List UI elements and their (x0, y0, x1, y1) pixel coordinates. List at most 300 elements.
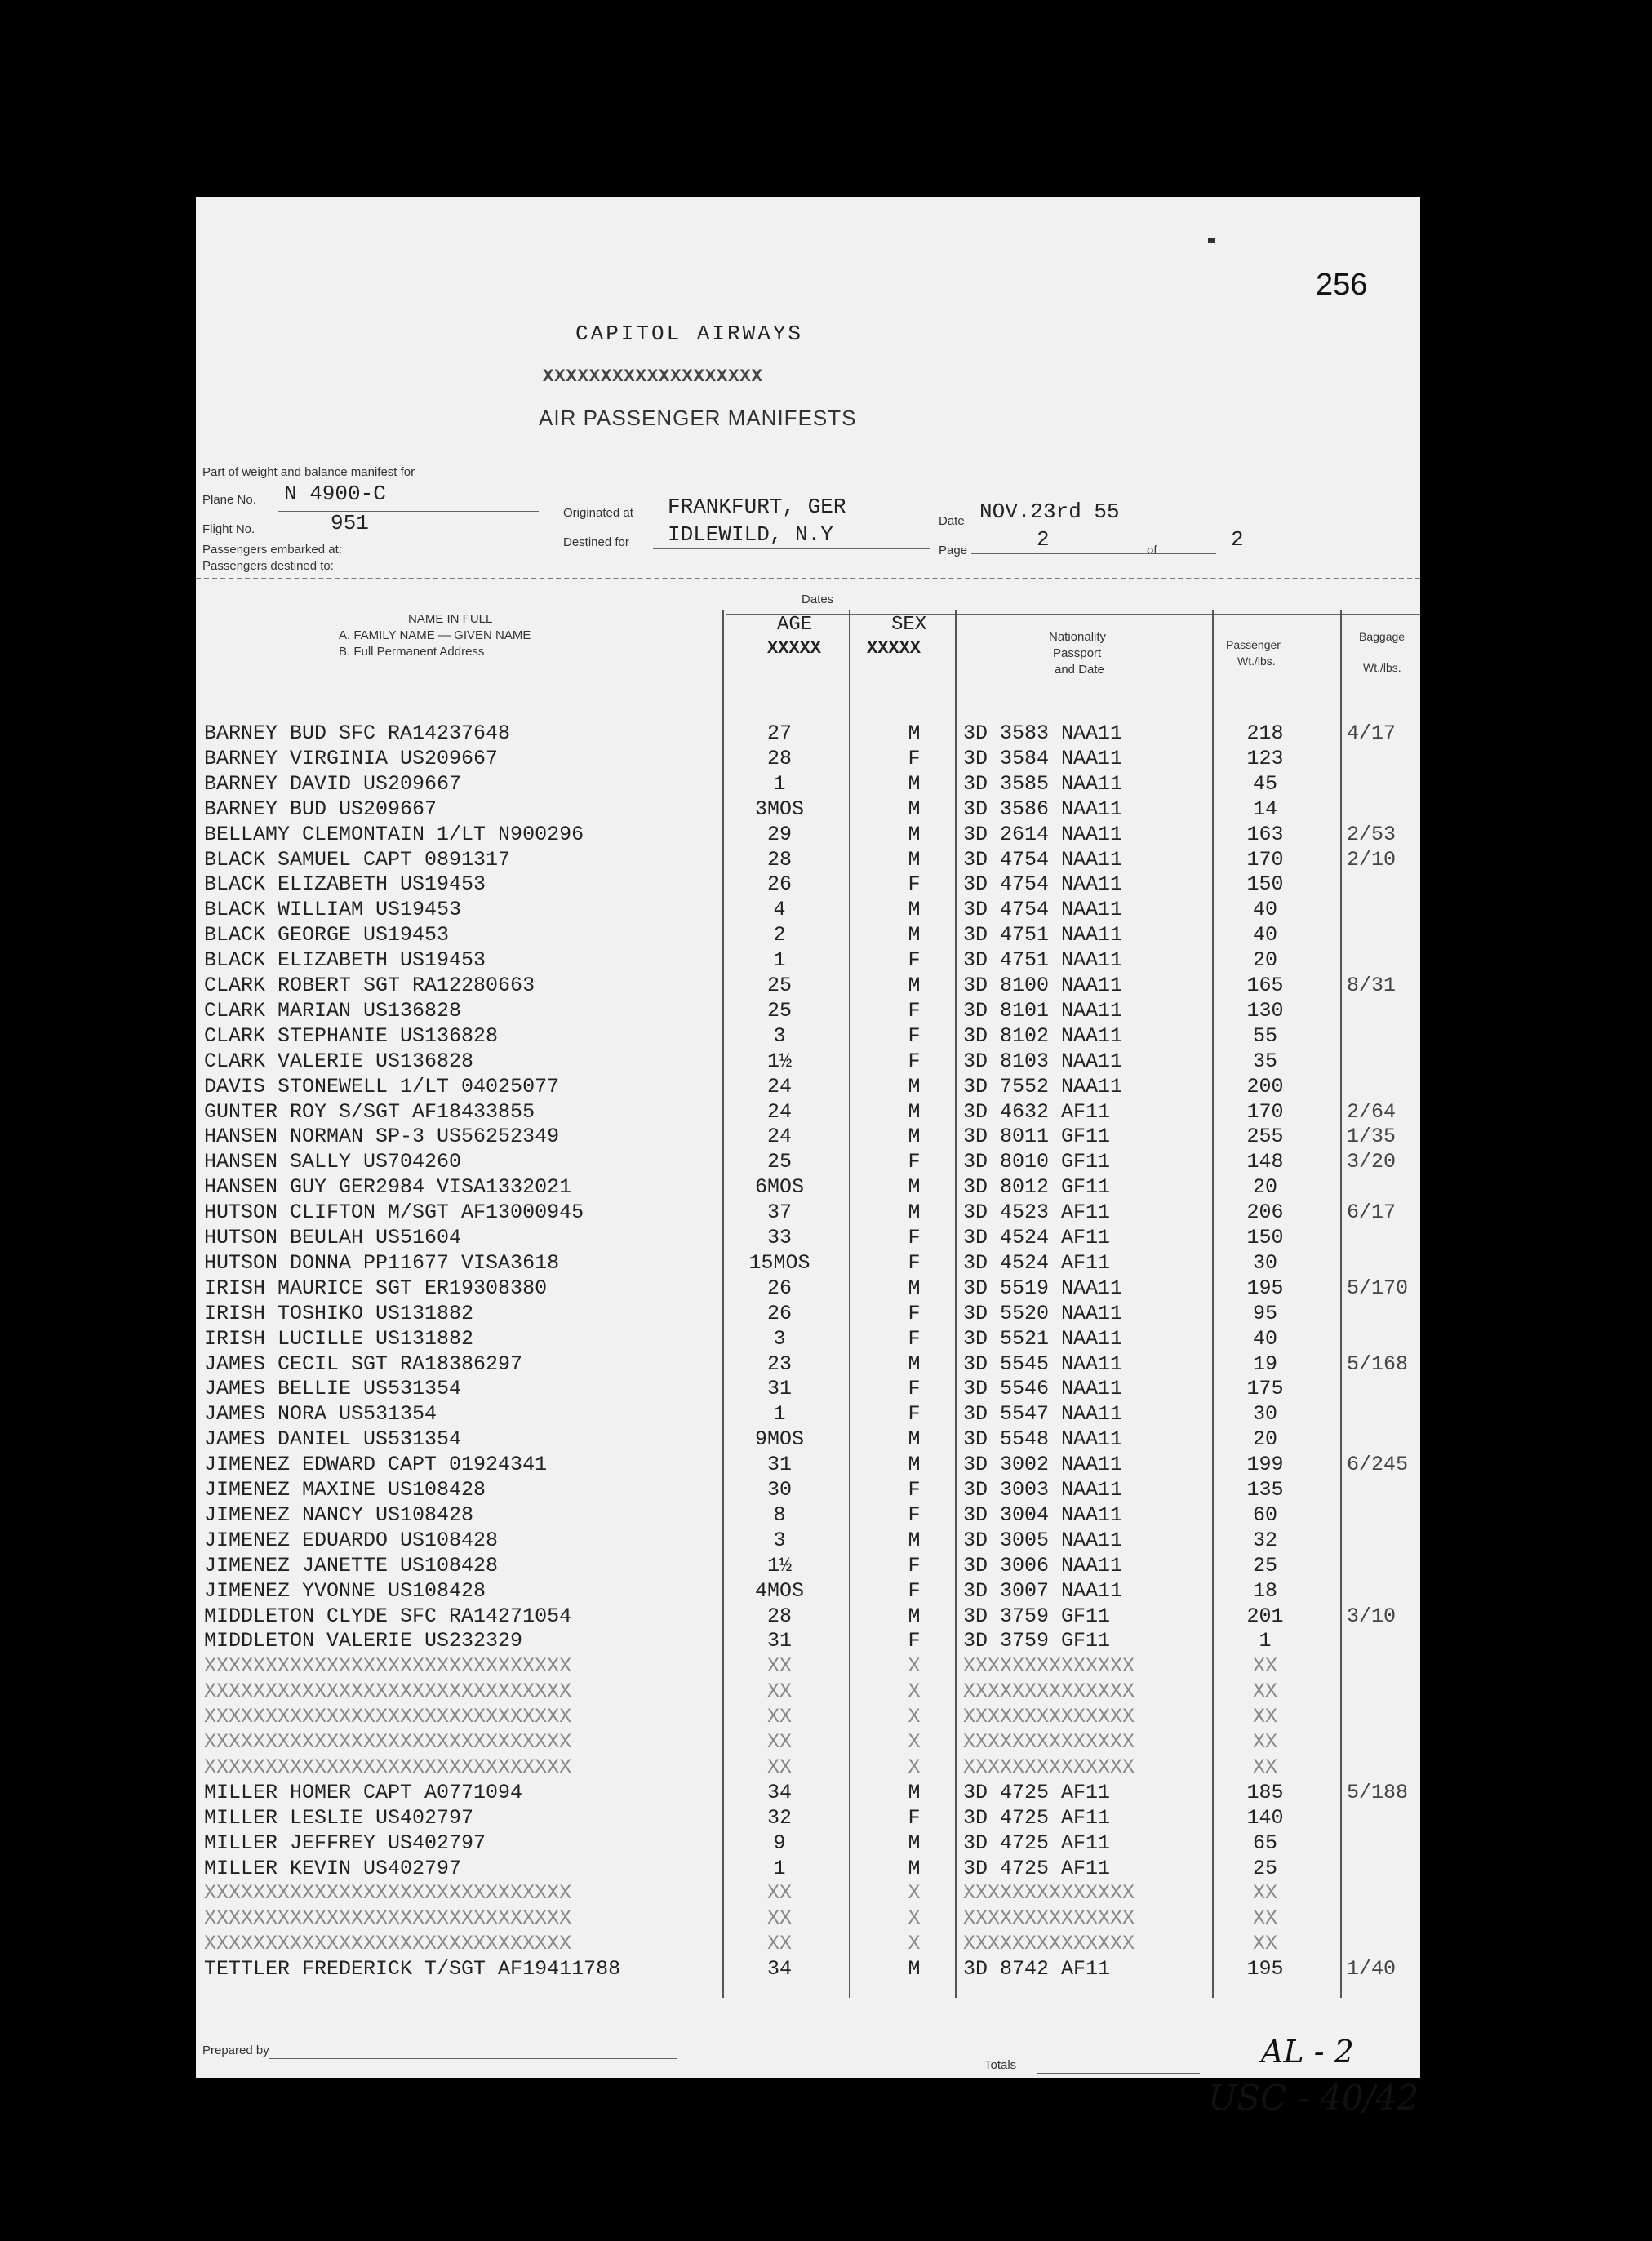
passenger-sex: F (908, 1578, 921, 1603)
originated-label: Originated at (563, 506, 633, 520)
passenger-row (204, 1730, 1412, 1755)
passenger-sex: F (908, 746, 921, 770)
passenger-passport: 3D 3585 NAA11 (963, 771, 1123, 796)
prepared-label: Prepared by (202, 2044, 269, 2057)
passenger-age: 1½ (766, 1553, 792, 1578)
passenger-sex: X (908, 1654, 921, 1679)
passenger-weight: 150 (1246, 1226, 1284, 1249)
passenger-passport: 3D 3003 NAA11 (963, 1478, 1123, 1502)
passenger-age: 1½ (766, 1049, 792, 1073)
passenger-row (204, 1755, 1412, 1781)
passenger-row (204, 797, 1412, 823)
passenger-sex: M (908, 1200, 921, 1225)
passenger-sex: F (908, 1502, 921, 1527)
passenger-weight: 65 (1252, 1831, 1277, 1855)
passenger-passport: 3D 3586 NAA11 (963, 797, 1123, 821)
passenger-weight: 40 (1252, 898, 1277, 922)
passenger-passport: 3D 4725 AF11 (963, 1856, 1111, 1880)
embarked-label: Passengers embarked at: (202, 543, 342, 557)
and-date-label: and Date (1055, 663, 1104, 677)
origin-city: FRANKFURT, GER (668, 495, 846, 519)
passenger-sex: F (908, 948, 921, 973)
passenger-sex: X (908, 1705, 921, 1729)
passenger-passport: XXXXXXXXXXXXXX (963, 1705, 1135, 1729)
passenger-name: HANSEN NORMAN SP-3 US56252349 (204, 1125, 560, 1149)
passenger-weight: 1 (1259, 1629, 1272, 1653)
passenger-name: JAMES CECIL SGT RA18386297 (204, 1351, 523, 1376)
passenger-weight: 150 (1246, 872, 1284, 897)
passenger-weight-label: Passenger (1226, 638, 1281, 651)
passenger-sex: F (908, 1049, 921, 1073)
passenger-row (204, 1806, 1412, 1831)
passenger-name: BARNEY BUD US209667 (204, 797, 437, 821)
passenger-row (204, 1427, 1412, 1453)
passport-label: Passport (1053, 646, 1102, 660)
airline-name: CAPITOL AIRWAYS (575, 322, 804, 346)
passenger-passport: 3D 8103 NAA11 (963, 1049, 1123, 1073)
passenger-row (204, 1781, 1412, 1806)
name-column-title: NAME IN FULL (408, 612, 493, 626)
passenger-weight: 30 (1252, 1402, 1277, 1427)
passenger-passport: XXXXXXXXXXXXXX (963, 1755, 1135, 1779)
passenger-passport: XXXXXXXXXXXXXX (963, 1654, 1135, 1679)
passenger-age: 32 (766, 1805, 792, 1830)
page-label: Page (939, 544, 968, 557)
passenger-passport: 3D 3007 NAA11 (963, 1578, 1123, 1603)
passenger-passport: 3D 8012 GF11 (963, 1175, 1111, 1200)
passenger-row (204, 1200, 1412, 1226)
passenger-row (204, 1579, 1412, 1604)
passenger-passport: 3D 2614 NAA11 (963, 822, 1123, 846)
flight-label: Flight No. (202, 522, 255, 536)
passenger-weight: 55 (1252, 1023, 1277, 1048)
passenger-sex: F (908, 1250, 921, 1275)
passenger-name: HUTSON CLIFTON M/SGT AF13000945 (204, 1200, 584, 1225)
passenger-name: XXXXXXXXXXXXXXXXXXXXXXXXXXXXXX (204, 1881, 572, 1906)
passenger-name: JAMES BELLIE US531354 (204, 1377, 462, 1401)
manifest-page (196, 197, 1420, 2118)
passenger-name: JIMENEZ NANCY US108428 (204, 1502, 474, 1527)
passenger-row (204, 1680, 1412, 1705)
passenger-passport: 3D 4524 AF11 (963, 1226, 1111, 1249)
passenger-name: XXXXXXXXXXXXXXXXXXXXXXXXXXXXXX (204, 1932, 572, 1956)
baggage-note: 6/245 (1347, 1453, 1409, 1477)
passenger-sex: M (908, 923, 921, 947)
passenger-age: XX (766, 1881, 792, 1906)
passenger-row (204, 1881, 1412, 1906)
passenger-row (204, 948, 1412, 974)
passenger-name: XXXXXXXXXXXXXXXXXXXXXXXXXXXXXX (204, 1755, 572, 1779)
passenger-name: XXXXXXXXXXXXXXXXXXXXXXXXXXXXXX (204, 1680, 572, 1704)
name-column-sub-a: A. FAMILY NAME — GIVEN NAME (339, 628, 531, 642)
passenger-sex: F (908, 1377, 921, 1401)
passenger-row (204, 1831, 1412, 1857)
baggage-note: 5/188 (1347, 1780, 1409, 1804)
passenger-sex: F (908, 1301, 921, 1325)
passenger-name: MILLER KEVIN US402797 (204, 1856, 462, 1880)
passenger-row (204, 974, 1412, 999)
passenger-row (204, 1932, 1412, 1957)
passenger-weight: 40 (1252, 1326, 1277, 1351)
passenger-sex: M (908, 1957, 921, 1981)
passenger-passport: 3D 4751 NAA11 (963, 948, 1123, 973)
passenger-row (204, 1150, 1412, 1175)
passenger-passport: XXXXXXXXXXXXXX (963, 1932, 1135, 1956)
passenger-weight: 135 (1246, 1478, 1284, 1502)
passenger-weight: 170 (1246, 847, 1284, 872)
passenger-sex: X (908, 1680, 921, 1704)
passenger-age: 2 (773, 923, 786, 947)
passenger-passport: 3D 8101 NAA11 (963, 998, 1123, 1023)
passenger-sex: M (908, 822, 921, 846)
passenger-age: 8 (773, 1502, 786, 1527)
passenger-weight: XX (1252, 1680, 1277, 1704)
passenger-sex: X (908, 1932, 921, 1956)
passenger-sex: M (908, 1125, 921, 1149)
passenger-name: XXXXXXXXXXXXXXXXXXXXXXXXXXXXXX (204, 1654, 572, 1679)
passenger-weight: 163 (1246, 822, 1284, 846)
passenger-weight: XX (1252, 1906, 1277, 1931)
passenger-weight: 35 (1252, 1049, 1277, 1073)
corner-mark (1208, 238, 1215, 243)
passenger-name: BLACK WILLIAM US19453 (204, 898, 462, 922)
passenger-row (204, 923, 1412, 948)
passenger-name: TETTLER FREDERICK T/SGT AF19411788 (204, 1957, 621, 1981)
destined-label: Destined for (563, 535, 629, 549)
passenger-name: JIMENEZ EDWARD CAPT 01924341 (204, 1453, 548, 1477)
passenger-name: BLACK SAMUEL CAPT 0891317 (204, 847, 511, 872)
passenger-weight: 20 (1252, 1427, 1277, 1452)
passenger-passport: XXXXXXXXXXXXXX (963, 1680, 1135, 1704)
passenger-weight: 18 (1252, 1578, 1277, 1603)
passenger-sex: F (908, 1326, 921, 1351)
passenger-passport: 3D 4725 AF11 (963, 1780, 1111, 1804)
passenger-name: HANSEN SALLY US704260 (204, 1150, 462, 1174)
passenger-row (204, 1276, 1412, 1302)
passenger-row (204, 1024, 1412, 1049)
passenger-age: 28 (766, 746, 792, 770)
passenger-name: XXXXXXXXXXXXXXXXXXXXXXXXXXXXXX (204, 1730, 572, 1754)
passenger-sex: F (908, 998, 921, 1023)
passenger-sex: M (908, 1427, 921, 1452)
passenger-passport: 3D 3584 NAA11 (963, 746, 1123, 770)
passenger-age: 1 (773, 1402, 786, 1427)
passenger-name: BARNEY BUD SFC RA14237648 (204, 721, 511, 745)
passenger-age: XX (766, 1705, 792, 1729)
passenger-passport: 3D 5546 NAA11 (963, 1377, 1123, 1401)
passenger-age: 3MOS (754, 797, 804, 821)
passenger-sex: F (908, 1629, 921, 1653)
baggage-note: 5/170 (1347, 1276, 1409, 1300)
passenger-row (204, 721, 1412, 747)
baggage-note: 3/10 (1347, 1604, 1397, 1628)
passenger-passport: 3D 4523 AF11 (963, 1200, 1111, 1225)
passenger-passport: 3D 4632 AF11 (963, 1099, 1111, 1124)
destined-to-label: Passengers destined to: (202, 559, 334, 573)
baggage-note: 2/53 (1347, 822, 1397, 846)
passenger-row (204, 1251, 1412, 1276)
passenger-age: 23 (766, 1351, 792, 1376)
passenger-sex: M (908, 1351, 921, 1376)
passenger-weight: 165 (1246, 974, 1284, 997)
passenger-weight: 32 (1252, 1528, 1277, 1552)
passenger-passport: 3D 8011 GF11 (963, 1125, 1111, 1149)
passenger-sex: M (908, 974, 921, 997)
passenger-passport: XXXXXXXXXXXXXX (963, 1906, 1135, 1931)
passenger-weight: 19 (1252, 1351, 1277, 1376)
passenger-weight: 20 (1252, 1175, 1277, 1200)
passenger-name: GUNTER ROY S/SGT AF18433855 (204, 1099, 535, 1124)
passenger-weight: XX (1252, 1730, 1277, 1754)
passenger-sex: M (908, 1528, 921, 1552)
passenger-row (204, 1503, 1412, 1529)
passenger-name: BARNEY DAVID US209667 (204, 771, 462, 796)
passenger-age: 34 (766, 1957, 792, 1981)
passenger-row (204, 747, 1412, 772)
passenger-row (204, 872, 1412, 898)
passenger-weight: 255 (1246, 1125, 1284, 1149)
passenger-age: 9MOS (754, 1427, 804, 1452)
passenger-age: 37 (766, 1200, 792, 1225)
passenger-sex: X (908, 1881, 921, 1906)
passenger-row (204, 1049, 1412, 1075)
passenger-age: 1 (773, 771, 786, 796)
passenger-age: 24 (766, 1099, 792, 1124)
passenger-passport: 3D 7552 NAA11 (963, 1074, 1123, 1098)
passenger-sex: M (908, 797, 921, 821)
passenger-name: JIMENEZ MAXINE US108428 (204, 1478, 486, 1502)
passenger-age: XX (766, 1906, 792, 1931)
passenger-row (204, 1705, 1412, 1730)
passenger-name: HUTSON DONNA PP11677 VISA3618 (204, 1250, 560, 1275)
passenger-age: 3 (773, 1326, 786, 1351)
passenger-passport: 3D 8010 GF11 (963, 1150, 1111, 1174)
passenger-age: 28 (766, 1604, 792, 1628)
passenger-name: IRISH LUCILLE US131882 (204, 1326, 474, 1351)
age-column-struck: XXXXX (767, 638, 822, 659)
plane-number: N 4900-C (284, 481, 386, 506)
baggage-weight-unit: Wt./lbs. (1363, 661, 1401, 674)
passenger-weight: 200 (1246, 1074, 1284, 1098)
passenger-passport: 3D 5547 NAA11 (963, 1402, 1123, 1427)
passenger-row (204, 1125, 1412, 1150)
passenger-passport: 3D 4754 NAA11 (963, 872, 1123, 897)
passenger-name: MILLER HOMER CAPT A0771094 (204, 1780, 523, 1804)
passenger-sex: F (908, 1150, 921, 1174)
passenger-age: 26 (766, 1276, 792, 1300)
passenger-age: 25 (766, 1150, 792, 1174)
passenger-name: JAMES DANIEL US531354 (204, 1427, 462, 1452)
passenger-row (204, 1906, 1412, 1932)
passenger-weight: 148 (1246, 1150, 1284, 1174)
passenger-passport: 3D 3004 NAA11 (963, 1502, 1123, 1527)
passenger-weight: 195 (1246, 1957, 1284, 1981)
passenger-age: XX (766, 1755, 792, 1779)
passenger-sex: F (908, 1023, 921, 1048)
nationality-label: Nationality (1049, 630, 1107, 644)
passenger-age: XX (766, 1680, 792, 1704)
passenger-row (204, 1100, 1412, 1125)
passenger-age: XX (766, 1654, 792, 1679)
passenger-sex: M (908, 1604, 921, 1628)
passenger-name: MIDDLETON VALERIE US232329 (204, 1629, 523, 1653)
baggage-note: 2/10 (1347, 847, 1397, 872)
passenger-name: IRISH TOSHIKO US131882 (204, 1301, 474, 1325)
passenger-age: 9 (773, 1831, 786, 1855)
passenger-age: 29 (766, 822, 792, 846)
passenger-name: DAVIS STONEWELL 1/LT 04025077 (204, 1074, 560, 1098)
passenger-weight: 185 (1246, 1780, 1284, 1804)
passenger-row (204, 772, 1412, 797)
passenger-passport: 3D 5520 NAA11 (963, 1301, 1123, 1325)
name-column-sub-b: B. Full Permanent Address (339, 645, 485, 659)
passenger-weight: 95 (1252, 1301, 1277, 1325)
baggage-note: 2/64 (1347, 1099, 1397, 1124)
passenger-age: 3 (773, 1528, 786, 1552)
passenger-row (204, 1478, 1412, 1503)
passenger-weight: 170 (1246, 1099, 1284, 1124)
passenger-row (204, 1957, 1412, 1982)
passenger-row (204, 1857, 1412, 1882)
passenger-age: 30 (766, 1478, 792, 1502)
passenger-passport: 3D 5521 NAA11 (963, 1326, 1123, 1351)
passenger-passport: 3D 3002 NAA11 (963, 1453, 1123, 1477)
sex-column-title: SEX (891, 614, 927, 636)
passenger-passport: 3D 3583 NAA11 (963, 721, 1123, 745)
passenger-age: 26 (766, 872, 792, 897)
passenger-name: BLACK ELIZABETH US19453 (204, 872, 486, 897)
passenger-age: 28 (766, 847, 792, 872)
passenger-row (204, 1075, 1412, 1100)
passenger-row (204, 1554, 1412, 1579)
page-total: 2 (1231, 527, 1244, 552)
passenger-name: XXXXXXXXXXXXXXXXXXXXXXXXXXXXXX (204, 1906, 572, 1931)
age-column-title: AGE (777, 614, 813, 636)
passenger-passport: XXXXXXXXXXXXXX (963, 1881, 1135, 1906)
passenger-name: CLARK STEPHANIE US136828 (204, 1023, 499, 1048)
passenger-row (204, 1529, 1412, 1554)
passenger-weight: 30 (1252, 1250, 1277, 1275)
passenger-sex: M (908, 847, 921, 872)
passenger-sex: M (908, 1099, 921, 1124)
baggage-note: 6/17 (1347, 1200, 1397, 1225)
passenger-name: CLARK VALERIE US136828 (204, 1049, 474, 1073)
passenger-passport: 3D 3759 GF11 (963, 1629, 1111, 1653)
passenger-passport: 3D 4524 AF11 (963, 1250, 1111, 1275)
passenger-sex: X (908, 1755, 921, 1779)
passenger-age: 31 (766, 1453, 792, 1477)
passenger-name: BELLAMY CLEMONTAIN 1/LT N900296 (204, 822, 584, 846)
of-label: of (1147, 544, 1157, 557)
passenger-weight: 14 (1252, 797, 1277, 821)
passenger-age: 6MOS (754, 1175, 804, 1200)
passenger-age: 27 (766, 721, 792, 745)
passenger-weight: 175 (1246, 1377, 1284, 1401)
passenger-name: JIMENEZ EDUARDO US108428 (204, 1528, 499, 1552)
baggage-note: 1/35 (1347, 1125, 1397, 1149)
passenger-row (204, 1302, 1412, 1327)
passenger-weight: 25 (1252, 1856, 1277, 1880)
passenger-sex: M (908, 1453, 921, 1477)
passenger-sex: F (908, 1226, 921, 1249)
baggage-note: 1/40 (1347, 1957, 1397, 1981)
passenger-age: 1 (773, 948, 786, 973)
baggage-note: 3/20 (1347, 1150, 1397, 1174)
passenger-age: 15MOS (748, 1250, 810, 1275)
passenger-age: XX (766, 1730, 792, 1754)
passenger-name: MILLER JEFFREY US402797 (204, 1831, 486, 1855)
passenger-weight: XX (1252, 1932, 1277, 1956)
baggage-weight-label: Baggage (1359, 630, 1406, 643)
passenger-name: JAMES NORA US531354 (204, 1402, 437, 1427)
passenger-weight: 40 (1252, 923, 1277, 947)
date-label: Date (939, 514, 965, 528)
passenger-age: 31 (766, 1629, 792, 1653)
part-label: Part of weight and balance manifest for (202, 465, 415, 479)
passenger-weight: 201 (1246, 1604, 1284, 1628)
passenger-sex: F (908, 1478, 921, 1502)
passenger-name: IRISH MAURICE SGT ER19308380 (204, 1276, 548, 1300)
passenger-row (204, 1226, 1412, 1251)
passenger-passport: 3D 3006 NAA11 (963, 1553, 1123, 1578)
passenger-weight: 25 (1252, 1553, 1277, 1578)
passenger-age: 24 (766, 1125, 792, 1149)
passenger-age: 4 (773, 898, 786, 922)
passenger-sex: F (908, 1553, 921, 1578)
passenger-name: CLARK ROBERT SGT RA12280663 (204, 974, 535, 997)
form-title: AIR PASSENGER MANIFESTS (539, 406, 857, 430)
passenger-sex: M (908, 1074, 921, 1098)
passenger-name: BARNEY VIRGINIA US209667 (204, 746, 499, 770)
sex-column-struck: XXXXX (867, 638, 921, 659)
passenger-row (204, 1654, 1412, 1680)
passenger-sex: X (908, 1730, 921, 1754)
passenger-row (204, 898, 1412, 923)
passenger-row (204, 848, 1412, 873)
passenger-sex: M (908, 1276, 921, 1300)
passenger-passport: XXXXXXXXXXXXXX (963, 1730, 1135, 1754)
page-number: 256 (1316, 268, 1368, 302)
passenger-age: 1 (773, 1856, 786, 1880)
passenger-name: JIMENEZ JANETTE US108428 (204, 1553, 499, 1578)
passenger-weight: 60 (1252, 1502, 1277, 1527)
passenger-age: 33 (766, 1226, 792, 1249)
passenger-weight: XX (1252, 1881, 1277, 1906)
passenger-sex: M (908, 1831, 921, 1855)
passenger-name: BLACK GEORGE US19453 (204, 923, 450, 947)
flight-number: 951 (331, 511, 369, 535)
passenger-passport: 3D 5548 NAA11 (963, 1427, 1123, 1452)
passenger-name: HUTSON BEULAH US51604 (204, 1226, 462, 1249)
passenger-row (204, 1377, 1412, 1402)
passenger-row (204, 1352, 1412, 1378)
passenger-sex: M (908, 898, 921, 922)
baggage-note: 8/31 (1347, 974, 1397, 997)
passenger-weight: XX (1252, 1654, 1277, 1679)
passenger-passport: 3D 8102 NAA11 (963, 1023, 1123, 1048)
passenger-name: XXXXXXXXXXXXXXXXXXXXXXXXXXXXXX (204, 1705, 572, 1729)
passenger-weight: 199 (1246, 1453, 1284, 1477)
passenger-passport: 3D 5545 NAA11 (963, 1351, 1123, 1376)
passenger-passport: 3D 4754 NAA11 (963, 847, 1123, 872)
passenger-row (204, 823, 1412, 848)
passenger-age: 25 (766, 998, 792, 1023)
handwritten-al-note: AL - 2 (1261, 2034, 1354, 2070)
passenger-name: MIDDLETON CLYDE SFC RA14271054 (204, 1604, 572, 1628)
passenger-sex: M (908, 721, 921, 745)
passenger-weight: 130 (1246, 998, 1284, 1023)
handwritten-usc-note: USC - 40/42 (1208, 2078, 1419, 2118)
